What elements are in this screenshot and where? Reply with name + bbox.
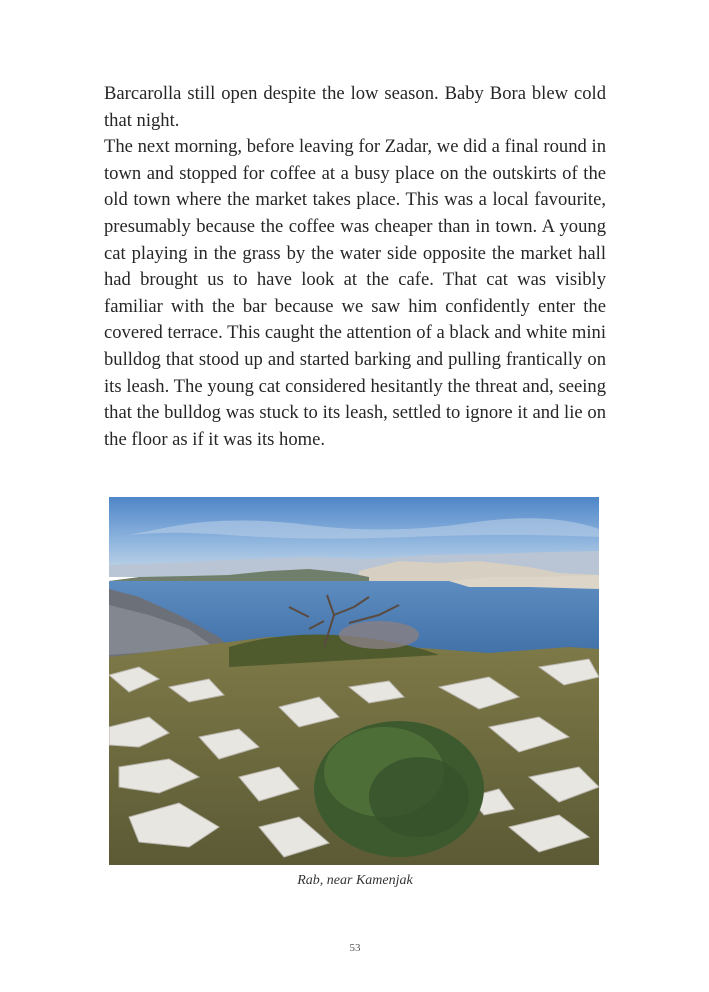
page-number: 53 bbox=[349, 942, 361, 954]
landscape-photo bbox=[109, 497, 599, 865]
body-text bbox=[104, 81, 606, 453]
figure-caption: Rab, near Kamenjak bbox=[297, 873, 413, 888]
paragraph: The next morning, before leaving for Zadar, we did a final round in town and stopped for coffee at a busy place on the outskirts of the old town where the market takes place. This was a local favourite, presumably because the coffee was cheaper than in town. A young cat playing in the grass by the water side opposite the market hall had brought us to have look at the cafe. That cat was visibly familiar with the bar because we saw him confidently enter the covered terrace. This caught the attention of a black and white mini bulldog that stood up and started barking and pulling frantically on its leash. The young cat considered hesitantly the threat and, seeing that the bulldog was stuck to its leash, settled to ignore it and lie on the floor as if it was its home. bbox=[104, 136, 606, 450]
paragraph: Barcarolla still open despite the low season. Baby Bora blew cold that night. bbox=[104, 83, 606, 131]
